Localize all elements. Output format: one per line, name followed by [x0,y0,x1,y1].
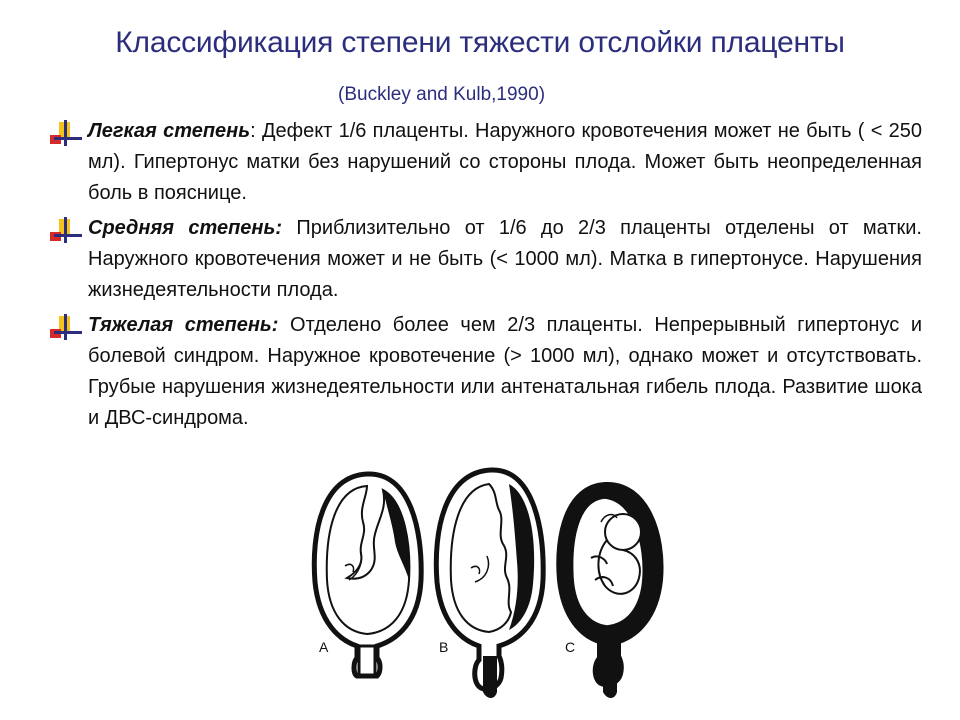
bullet-text-mild: Дефект 1/6 плаценты. Наружного кровотечения может не быть ( < 250 мл). Гипертонус матки без нарушений со стороны плода. Может быть неопределенная боль в пояснице. [88,120,922,204]
figure-label-c: C [565,639,576,655]
bullet-marker-icon [50,120,84,150]
bullet-separator-mild: : [250,120,256,142]
bullet-list [50,116,922,438]
placental-abruption-illustration [305,462,677,702]
uterus-diagram-b [436,470,543,698]
bullet-marker-icon [50,217,84,247]
figure-label-b: B [439,639,449,655]
figure-label-a: A [319,639,329,655]
bullet-term-mild: Легкая степень [88,120,251,142]
bullet-text-moderate: Приблизительно от 1/6 до 2/3 плаценты отделены от матки. Наружного кровотечения может и не быть (< 1000 мл). Матка в гипертонусе. Нарушения жизнедеятельности плода. [88,217,922,301]
uterus-diagram-c [558,484,661,698]
bullet-item-severe [50,310,922,434]
bullet-term-severe: Тяжелая степень: [88,314,279,336]
bullet-item-moderate [50,213,922,306]
bullet-item-mild [50,116,922,209]
uterus-diagram-a [314,474,421,676]
bullet-term-moderate: Средняя степень: [88,217,283,239]
bullet-marker-icon [50,314,84,344]
slide-subtitle-citation: (Buckley and Kulb,1990) [338,84,546,105]
slide-title: Классификация степени тяжести отслойки плаценты [115,26,845,59]
bullet-text-severe: Отделено более чем 2/3 плаценты. Непрерывный гипертонус и болевой синдром. Наружное кровотечение (> 1000 мл), однако может и отсутствовать. Грубые нарушения жизнедеятельности или антенатальная гибель плода. Развитие шока и ДВС-синдрома. [88,314,922,429]
